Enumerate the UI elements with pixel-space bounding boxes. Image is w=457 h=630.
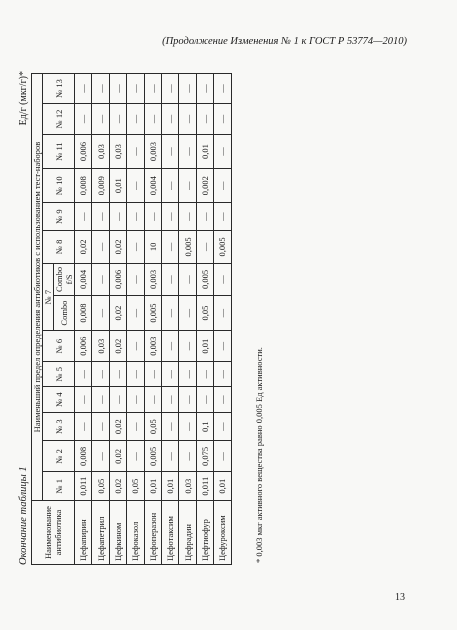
col-header-4: № 4: [43, 387, 75, 412]
table-cell: —: [109, 362, 126, 387]
table-cell: —: [127, 104, 144, 135]
table-cell: 0,02: [109, 412, 126, 441]
antibiotic-name: Цефрадин: [179, 501, 196, 565]
table-cell: —: [179, 104, 196, 135]
rotated-table-area: [18, 65, 278, 565]
table-cell: —: [144, 203, 161, 231]
table-row: [196, 74, 213, 565]
table-cell: —: [161, 104, 178, 135]
table-cell: 0,01: [214, 472, 231, 501]
table-row: [144, 74, 161, 565]
antibiotic-name: Цефотаксим: [161, 501, 178, 565]
table-cell: 0,005: [196, 263, 213, 295]
table-cell: 0,03: [92, 134, 109, 168]
col-header-6: № 6: [43, 331, 75, 362]
table-cell: —: [144, 387, 161, 412]
table-cell: —: [161, 74, 178, 104]
table-cell: 0,003: [144, 263, 161, 295]
col-header-10: № 10: [43, 169, 75, 203]
table-cell: —: [196, 203, 213, 231]
table-cell: —: [196, 104, 213, 135]
table-cell: —: [179, 169, 196, 203]
table-cell: —: [214, 134, 231, 168]
table-cell: —: [127, 331, 144, 362]
table-cell: —: [127, 169, 144, 203]
table-cell: —: [92, 104, 109, 135]
table-cell: —: [75, 104, 92, 135]
table-cell: —: [161, 134, 178, 168]
table-cell: —: [179, 331, 196, 362]
table-cell: —: [161, 203, 178, 231]
table-cell: 0,01: [144, 472, 161, 501]
table-row: [179, 74, 196, 565]
col-header-8: № 8: [43, 230, 75, 263]
table-cell: 0,1: [196, 412, 213, 441]
table-cell: 0,01: [196, 134, 213, 168]
unit-label: Ед/г (мкг/г)*: [18, 71, 29, 126]
table-cell: —: [127, 362, 144, 387]
table-cell: 0,02: [75, 230, 92, 263]
col-header-5: № 5: [43, 362, 75, 387]
table-cell: —: [214, 104, 231, 135]
table-row: [75, 74, 92, 565]
table-caption: Окончание таблицы 1: [18, 466, 29, 565]
table-cell: —: [75, 74, 92, 104]
table-cell: —: [109, 74, 126, 104]
col-header-3: № 3: [43, 412, 75, 441]
antibiotic-name: Цефуроксим: [214, 501, 231, 565]
table-cell: —: [92, 230, 109, 263]
table-cell: —: [161, 295, 178, 330]
table-cell: 0,01: [196, 331, 213, 362]
page-number: 13: [395, 592, 405, 603]
table-cell: —: [144, 362, 161, 387]
table-cell: 0,03: [92, 331, 109, 362]
table-cell: —: [179, 412, 196, 441]
col-header-9: № 9: [43, 203, 75, 231]
col-header-1: № 1: [43, 472, 75, 501]
table-row: [161, 74, 178, 565]
table-cell: —: [179, 295, 196, 330]
table-cell: —: [109, 387, 126, 412]
table-cell: —: [214, 362, 231, 387]
table-cell: —: [179, 362, 196, 387]
table-cell: 0,05: [144, 412, 161, 441]
table-cell: —: [214, 331, 231, 362]
antibiotic-name: Цефапирин: [75, 501, 92, 565]
table-cell: 0,009: [92, 169, 109, 203]
table-cell: —: [214, 441, 231, 472]
table-row: [214, 74, 231, 565]
table-cell: —: [127, 230, 144, 263]
table-cell: —: [109, 203, 126, 231]
table-cell: 0,05: [127, 472, 144, 501]
antibiotic-name: Цефоказол: [127, 501, 144, 565]
table-cell: 0,005: [144, 441, 161, 472]
table-cell: 0,03: [109, 134, 126, 168]
table-cell: 0,011: [196, 472, 213, 501]
table-cell: —: [196, 387, 213, 412]
table-cell: 0,008: [75, 295, 92, 330]
table-cell: —: [127, 441, 144, 472]
table-cell: 0,02: [109, 472, 126, 501]
table-cell: —: [214, 74, 231, 104]
table-cell: —: [214, 412, 231, 441]
table-cell: —: [161, 387, 178, 412]
col-header-13: № 13: [43, 74, 75, 104]
table-cell: —: [161, 441, 178, 472]
table-cell: 0,006: [75, 134, 92, 168]
table-cell: —: [144, 104, 161, 135]
table-cell: —: [214, 263, 231, 295]
table-cell: —: [179, 134, 196, 168]
table-cell: 0,02: [109, 441, 126, 472]
table-cell: 0,005: [179, 230, 196, 263]
col-header-11: № 11: [43, 134, 75, 168]
table-cell: —: [92, 387, 109, 412]
table-cell: —: [92, 74, 109, 104]
table-cell: —: [161, 331, 178, 362]
table-cell: —: [92, 295, 109, 330]
table-cell: —: [92, 441, 109, 472]
table-cell: 0,006: [75, 331, 92, 362]
table-body: [75, 74, 232, 565]
table-cell: 0,002: [196, 169, 213, 203]
col-header-2: № 2: [43, 441, 75, 472]
table-cell: —: [161, 169, 178, 203]
table-cell: —: [144, 74, 161, 104]
antibiotic-name: Цефоперазон: [144, 501, 161, 565]
table-cell: 0,02: [109, 230, 126, 263]
table-cell: —: [179, 74, 196, 104]
table-cell: —: [161, 362, 178, 387]
col-header-12: № 12: [43, 104, 75, 135]
table-cell: —: [127, 203, 144, 231]
name-column-header: Наименование антибиотика: [32, 501, 75, 565]
col-header-7: № 7: [43, 263, 54, 330]
table-cell: —: [179, 263, 196, 295]
table-cell: 0,008: [75, 169, 92, 203]
page-header: (Продолжение Изменения № 1 к ГОСТ Р 53774—2010): [162, 36, 407, 47]
table-cell: —: [92, 362, 109, 387]
col-header-7-combo: Combo: [54, 295, 75, 330]
table-cell: —: [75, 387, 92, 412]
table-cell: 0,006: [109, 263, 126, 295]
table-cell: 0,02: [109, 295, 126, 330]
table-cell: —: [127, 134, 144, 168]
table-cell: 0,004: [75, 263, 92, 295]
table-cell: 0,05: [196, 295, 213, 330]
table-cell: 0,075: [196, 441, 213, 472]
table-cell: —: [161, 412, 178, 441]
table-cell: —: [75, 362, 92, 387]
table-cell: —: [75, 412, 92, 441]
table-cell: 0,008: [75, 441, 92, 472]
table-cell: —: [196, 230, 213, 263]
group-header: Наименьший предел определения антибиотиков с использованием тест-наборов: [32, 74, 43, 501]
table-cell: —: [196, 74, 213, 104]
table-cell: 0,005: [144, 295, 161, 330]
table-cell: —: [214, 387, 231, 412]
antibiotic-name: Цефтиофур: [196, 501, 213, 565]
table-cell: 0,004: [144, 169, 161, 203]
table-row: [92, 74, 109, 565]
antibiotics-table: [31, 73, 232, 565]
table-cell: —: [161, 230, 178, 263]
col-header-7-combo-fs: Combo f/S: [54, 263, 75, 295]
table-cell: —: [92, 412, 109, 441]
table-cell: 10: [144, 230, 161, 263]
table-row: [109, 74, 126, 565]
table-cell: —: [214, 169, 231, 203]
table-cell: 0,003: [144, 134, 161, 168]
footnote: * 0,003 мкг активного вещества равно 0,005 Ед активности.: [254, 347, 264, 563]
table-cell: 0,005: [214, 230, 231, 263]
table-cell: —: [127, 387, 144, 412]
table-cell: —: [214, 203, 231, 231]
table-cell: —: [127, 412, 144, 441]
table-cell: —: [92, 203, 109, 231]
table-cell: 0,003: [144, 331, 161, 362]
table-cell: —: [179, 203, 196, 231]
table-cell: 0,03: [179, 472, 196, 501]
table-cell: —: [196, 362, 213, 387]
table-cell: 0,01: [109, 169, 126, 203]
table-cell: —: [161, 263, 178, 295]
table-cell: —: [127, 263, 144, 295]
table-cell: —: [92, 263, 109, 295]
table-cell: —: [179, 441, 196, 472]
antibiotic-name: Цефапетрил: [92, 501, 109, 565]
table-cell: —: [127, 74, 144, 104]
table-cell: —: [109, 104, 126, 135]
table-cell: 0,011: [75, 472, 92, 501]
table-cell: 0,05: [92, 472, 109, 501]
table-cell: —: [75, 203, 92, 231]
table-row: [127, 74, 144, 565]
table-cell: —: [214, 295, 231, 330]
table-cell: 0,02: [109, 331, 126, 362]
antibiotic-name: Цефкином: [109, 501, 126, 565]
table-cell: 0,01: [161, 472, 178, 501]
table-cell: —: [179, 387, 196, 412]
table-cell: —: [127, 295, 144, 330]
